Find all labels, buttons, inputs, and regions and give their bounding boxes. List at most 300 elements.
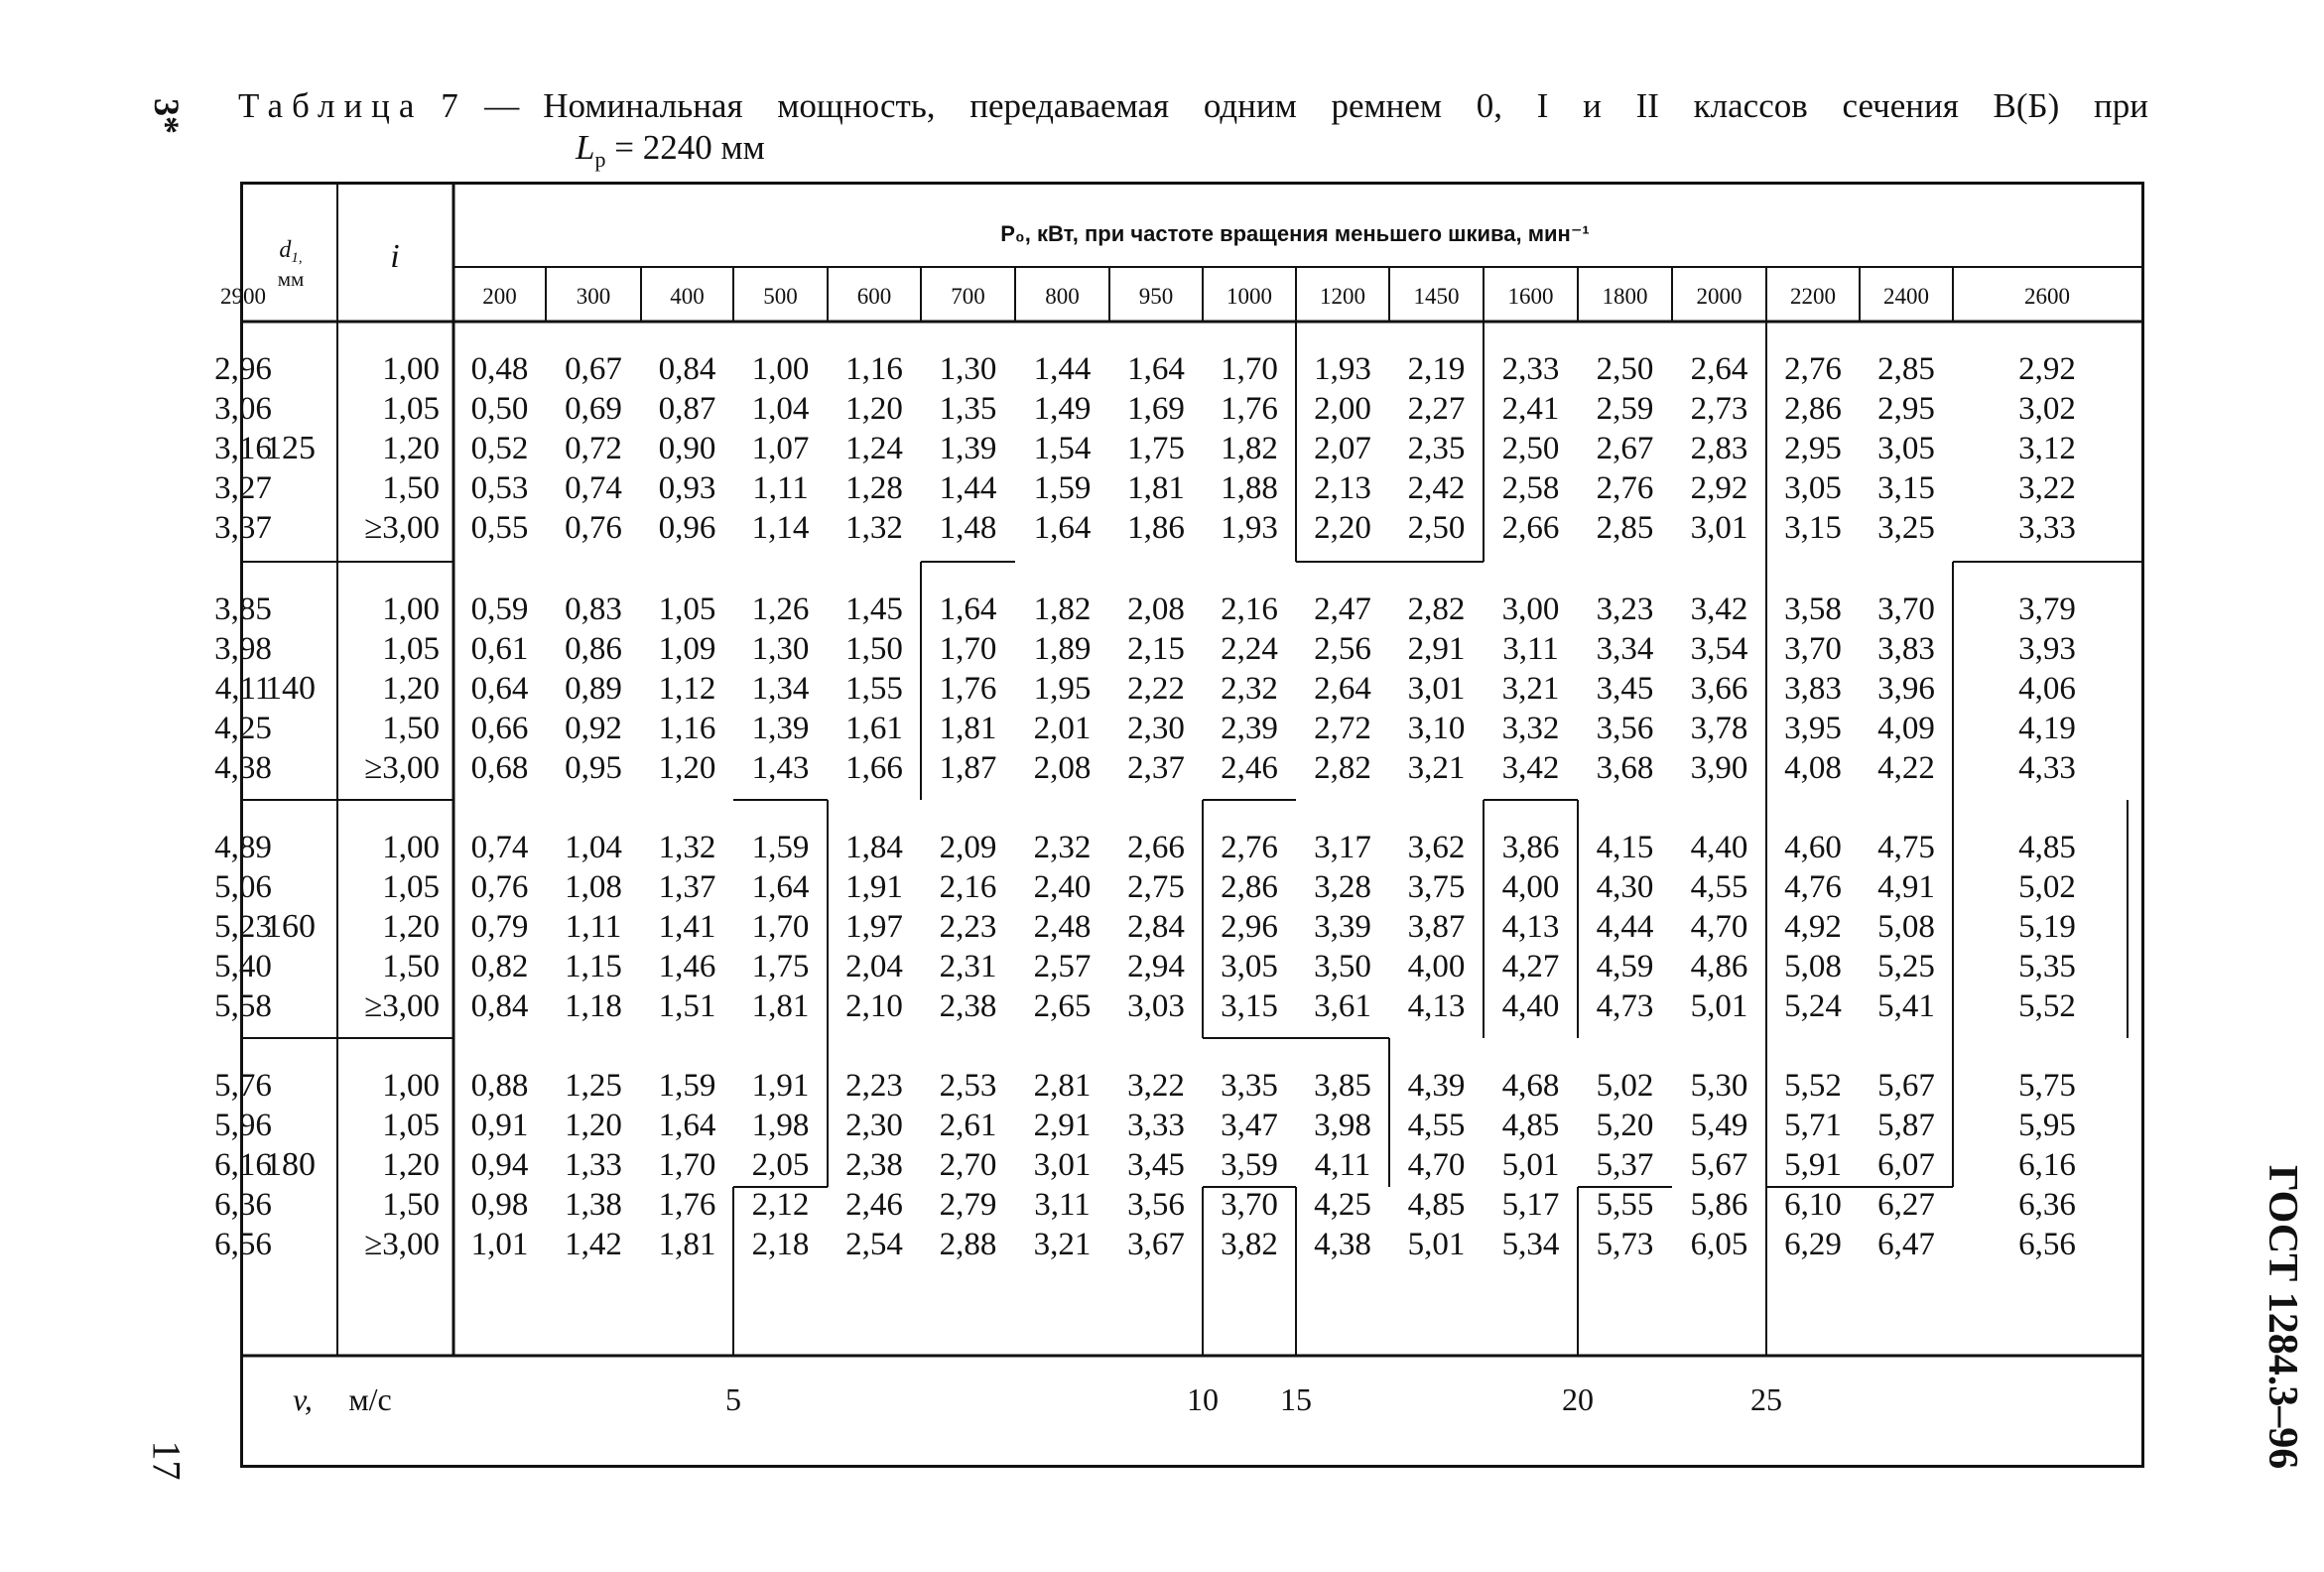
lp-symbol: L [576, 128, 595, 167]
power-value: 1,75 [751, 949, 810, 984]
power-value: 3,79 [2018, 591, 2076, 627]
power-value: 2,66 [1501, 510, 1560, 546]
power-value: 5,37 [1596, 1147, 1654, 1183]
power-value: 4,91 [1877, 869, 1935, 905]
power-value: 1,75 [1127, 431, 1185, 466]
power-value: 5,86 [1690, 1187, 1748, 1223]
power-value: 3,93 [2018, 631, 2076, 667]
power-value: 2,42 [1407, 470, 1466, 506]
power-value: 6,10 [1784, 1187, 1842, 1223]
power-value: 6,36 [2018, 1187, 2076, 1223]
ratio-value: 1,00 [382, 591, 440, 627]
power-value: 2,23 [845, 1068, 903, 1104]
power-value: 0,79 [470, 909, 529, 945]
power-value: 2,75 [1127, 869, 1185, 905]
power-value: 2,19 [1407, 351, 1466, 387]
power-value: 6,56 [2018, 1227, 2076, 1262]
power-value: 3,58 [1784, 591, 1842, 627]
power-value: 4,55 [1690, 869, 1748, 905]
power-value: 0,48 [470, 351, 529, 387]
power-value: 1,20 [845, 391, 903, 427]
power-value: 2,18 [751, 1227, 810, 1262]
power-value: 2,65 [1033, 988, 1092, 1024]
power-value: 4,89 [214, 830, 272, 865]
power-value: 1,81 [1127, 470, 1185, 506]
power-value: 1,48 [939, 510, 997, 546]
table-caption [238, 85, 2148, 181]
power-value: 6,07 [1877, 1147, 1935, 1183]
power-value: 4,19 [2018, 711, 2076, 746]
power-value: 1,32 [845, 510, 903, 546]
power-value: 2,27 [1407, 391, 1466, 427]
power-value: 1,98 [751, 1108, 810, 1143]
ratio-value: 1,50 [382, 470, 440, 506]
speed-header-2600: 2600 [2024, 284, 2070, 309]
power-value: 2,95 [1877, 391, 1935, 427]
power-value: 0,93 [658, 470, 716, 506]
power-value: 4,27 [1501, 949, 1560, 984]
power-value: 5,25 [1877, 949, 1935, 984]
power-value: 3,56 [1127, 1187, 1185, 1223]
power-value: 0,76 [565, 510, 622, 546]
power-value: 1,59 [1033, 470, 1092, 506]
ratio-value: ≥3,00 [364, 1227, 440, 1262]
power-value: 1,16 [845, 351, 903, 387]
ratio-value: 1,20 [382, 431, 440, 466]
power-value: 1,59 [751, 830, 810, 865]
power-value: 1,59 [658, 1068, 716, 1104]
power-value: 1,64 [751, 869, 810, 905]
power-value: 2,50 [1501, 431, 1560, 466]
power-value: 3,35 [1221, 1068, 1278, 1104]
power-value: 3,83 [1784, 671, 1842, 707]
power-value: 3,45 [1127, 1147, 1185, 1183]
power-value: 1,04 [565, 830, 622, 865]
power-value: 2,92 [1690, 470, 1748, 506]
power-value: 5,30 [1690, 1068, 1748, 1104]
power-value: 2,47 [1314, 591, 1371, 627]
power-value: 1,35 [939, 391, 997, 427]
power-value: 6,47 [1877, 1227, 1935, 1262]
power-value: 4,70 [1407, 1147, 1466, 1183]
power-value: 0,69 [565, 391, 622, 427]
power-value: 5,08 [1877, 909, 1935, 945]
power-value: 0,66 [470, 711, 529, 746]
power-value: 3,16 [214, 431, 272, 466]
power-value: 2,95 [1784, 431, 1842, 466]
power-value: 5,17 [1501, 1187, 1560, 1223]
power-value: 5,96 [214, 1108, 272, 1143]
caption-label: Таблица 7 [238, 86, 467, 125]
power-value: 4,40 [1690, 830, 1748, 865]
power-value: 4,25 [1314, 1187, 1371, 1223]
power-value: 1,00 [751, 351, 810, 387]
power-value: 4,09 [1877, 711, 1935, 746]
power-value: 3,15 [1784, 510, 1842, 546]
power-value: 3,06 [214, 391, 272, 427]
power-value: 4,44 [1596, 909, 1654, 945]
power-value: 1,16 [658, 711, 716, 746]
power-value: 3,98 [214, 631, 272, 667]
power-value: 4,85 [1501, 1108, 1560, 1143]
velocity-mark-15: 15 [1280, 1381, 1312, 1417]
power-value: 3,85 [1314, 1068, 1371, 1104]
power-value: 2,16 [1221, 591, 1278, 627]
power-value: 2,76 [1596, 470, 1654, 506]
power-value: 3,62 [1407, 830, 1466, 865]
power-value: 2,96 [214, 351, 272, 387]
velocity-mark-5: 5 [725, 1381, 741, 1417]
power-value: 3,78 [1690, 711, 1748, 746]
power-value: 2,22 [1127, 671, 1185, 707]
power-value: 1,95 [1033, 671, 1092, 707]
power-value: 1,28 [845, 470, 903, 506]
power-table-grid [214, 185, 2141, 1465]
power-value: 5,20 [1596, 1108, 1654, 1143]
power-value: 3,11 [1034, 1187, 1091, 1223]
power-value: 3,17 [1314, 830, 1371, 865]
power-value: 4,75 [1877, 830, 1935, 865]
power-value: 5,23 [214, 909, 272, 945]
lp-subscript: p [594, 147, 606, 172]
power-value: 2,38 [845, 1147, 903, 1183]
speed-header-800: 800 [1045, 284, 1080, 309]
power-value: 4,30 [1596, 869, 1654, 905]
power-value: 3,47 [1221, 1108, 1278, 1143]
power-value: 6,29 [1784, 1227, 1842, 1262]
power-value: 2,76 [1784, 351, 1842, 387]
power-value: 2,85 [1596, 510, 1654, 546]
power-value: 2,79 [939, 1187, 997, 1223]
power-value: 2,92 [2018, 351, 2076, 387]
power-value: 4,38 [1314, 1227, 1371, 1262]
power-value: 1,46 [658, 949, 716, 984]
power-value: 3,56 [1596, 711, 1654, 746]
power-value: 2,66 [1127, 830, 1185, 865]
power-value: 0,64 [470, 671, 529, 707]
power-value: 1,08 [565, 869, 622, 905]
power-value: 1,91 [751, 1068, 810, 1104]
caption-text: Номинальная мощность, передаваемая одним ремнем 0, I и II классов сечения В(Б) при [543, 86, 2148, 125]
power-value: 3,98 [1314, 1108, 1371, 1143]
power-value: 1,64 [1127, 351, 1185, 387]
power-value: 5,71 [1784, 1108, 1842, 1143]
power-value: 2,30 [1127, 711, 1185, 746]
power-value: 5,35 [2018, 949, 2076, 984]
power-value: 5,40 [214, 949, 272, 984]
power-value: 1,81 [939, 711, 997, 746]
power-value: 3,50 [1314, 949, 1371, 984]
power-value: 0,89 [565, 671, 622, 707]
power-value: 0,68 [470, 750, 529, 786]
power-value: 0,74 [470, 830, 529, 865]
power-value: 2,09 [939, 830, 997, 865]
power-value: 2,61 [939, 1108, 997, 1143]
power-value: 1,20 [658, 750, 716, 786]
ratio-value: 1,50 [382, 711, 440, 746]
power-value: 3,67 [1127, 1227, 1185, 1262]
power-value: 0,52 [470, 431, 529, 466]
caption-length [238, 127, 2148, 181]
speed-header-400: 400 [670, 284, 705, 309]
power-value: 1,87 [939, 750, 997, 786]
power-value: 4,73 [1596, 988, 1654, 1024]
power-value: 1,49 [1033, 391, 1092, 427]
power-value: 2,24 [1221, 631, 1278, 667]
power-value: 2,39 [1221, 711, 1278, 746]
power-value: 1,54 [1033, 431, 1092, 466]
d1-value-160: 160 [265, 908, 316, 945]
power-value: 0,96 [658, 510, 716, 546]
power-value: 2,91 [1033, 1108, 1092, 1143]
power-value: 0,72 [565, 431, 622, 466]
power-value: 1,30 [751, 631, 810, 667]
power-value: 1,34 [751, 671, 810, 707]
power-value: 3,01 [1407, 671, 1466, 707]
ratio-value: 1,00 [382, 830, 440, 865]
speed-header-2200: 2200 [1790, 284, 1836, 309]
power-value: 3,21 [1501, 671, 1560, 707]
power-value: 4,40 [1501, 988, 1560, 1024]
ratio-value: ≥3,00 [364, 988, 440, 1024]
power-value: 3,82 [1221, 1227, 1278, 1262]
power-value: 1,05 [658, 591, 716, 627]
power-value: 1,81 [658, 1227, 716, 1262]
power-value: 2,38 [939, 988, 997, 1024]
ratio-value: 1,50 [382, 1187, 440, 1223]
power-value: 3,23 [1596, 591, 1654, 627]
power-value: 1,39 [751, 711, 810, 746]
power-value: 5,95 [2018, 1108, 2076, 1143]
power-value: 1,88 [1221, 470, 1278, 506]
power-value: 0,94 [470, 1147, 529, 1183]
power-value: 4,11 [214, 671, 272, 707]
power-header-title: P₀, кВт, при частоте вращения меньшего шкива, мин⁻¹ [1000, 221, 1590, 246]
power-value: 1,51 [658, 988, 716, 1024]
power-value: 0,95 [565, 750, 622, 786]
power-value: 1,44 [1033, 351, 1092, 387]
power-value: 3,33 [1127, 1108, 1185, 1143]
document-code: ГОСТ 1284.3–96 [2259, 1165, 2305, 1470]
power-value: 4,68 [1501, 1068, 1560, 1104]
power-value: 3,15 [1221, 988, 1278, 1024]
power-value: 4,15 [1596, 830, 1654, 865]
power-value: 5,24 [1784, 988, 1842, 1024]
power-value: 2,00 [1314, 391, 1371, 427]
power-value: 3,00 [1501, 591, 1560, 627]
power-value: 2,10 [845, 988, 903, 1024]
power-value: 1,55 [845, 671, 903, 707]
power-value: 5,34 [1501, 1227, 1560, 1262]
power-value: 0,88 [470, 1068, 529, 1104]
power-value: 3,05 [1221, 949, 1278, 984]
power-value: 3,61 [1314, 988, 1371, 1024]
power-value: 1,76 [939, 671, 997, 707]
power-value: 3,22 [1127, 1068, 1185, 1104]
power-value: 4,00 [1407, 949, 1466, 984]
power-value: 5,02 [2018, 869, 2076, 905]
power-value: 2,46 [845, 1187, 903, 1223]
power-value: 2,32 [1221, 671, 1278, 707]
power-value: 0,53 [470, 470, 529, 506]
speed-header-1800: 1800 [1602, 284, 1648, 309]
power-value: 3,32 [1501, 711, 1560, 746]
power-value: 0,83 [565, 591, 622, 627]
power-value: 1,66 [845, 750, 903, 786]
power-value: 2,56 [1314, 631, 1371, 667]
power-value: 1,07 [751, 431, 810, 466]
power-value: 3,70 [1784, 631, 1842, 667]
power-value: 0,84 [470, 988, 529, 1024]
power-value: 1,11 [752, 470, 809, 506]
power-value: 2,53 [939, 1068, 997, 1104]
power-value: 1,44 [939, 470, 997, 506]
power-value: 3,10 [1407, 711, 1466, 746]
power-value: 4,86 [1690, 949, 1748, 984]
d1-unit: мм [277, 267, 305, 291]
power-value: 0,55 [470, 510, 529, 546]
power-value: 2,16 [939, 869, 997, 905]
power-value: 2,37 [1127, 750, 1185, 786]
velocity-mark-25: 25 [1750, 1381, 1782, 1417]
power-value: 1,42 [565, 1227, 622, 1262]
power-value: 1,43 [751, 750, 810, 786]
power-value: 3,15 [1877, 470, 1935, 506]
power-value: 0,90 [658, 431, 716, 466]
power-value: 5,52 [1784, 1068, 1842, 1104]
power-value: 3,66 [1690, 671, 1748, 707]
d1-value-125: 125 [265, 430, 316, 466]
power-value: 0,74 [565, 470, 622, 506]
power-value: 1,41 [658, 909, 716, 945]
power-value: 3,21 [1407, 750, 1466, 786]
speed-header-1600: 1600 [1507, 284, 1554, 309]
power-value: 2,84 [1127, 909, 1185, 945]
power-value: 1,70 [658, 1147, 716, 1183]
power-value: 5,49 [1690, 1108, 1748, 1143]
power-value: 4,25 [214, 711, 272, 746]
power-value: 4,92 [1784, 909, 1842, 945]
speed-header-700: 700 [951, 284, 985, 309]
power-value: 1,97 [845, 909, 903, 945]
power-value: 4,22 [1877, 750, 1935, 786]
speed-header-1200: 1200 [1320, 284, 1365, 309]
speed-header-2000: 2000 [1696, 284, 1743, 309]
power-value: 5,87 [1877, 1108, 1935, 1143]
power-value: 3,70 [1221, 1187, 1278, 1223]
power-value: 2,83 [1690, 431, 1748, 466]
power-value: 2,59 [1596, 391, 1654, 427]
power-value: 1,70 [1221, 351, 1278, 387]
power-value: 1,18 [565, 988, 622, 1024]
power-value: 1,45 [845, 591, 903, 627]
power-value: 5,52 [2018, 988, 2076, 1024]
power-value: 3,42 [1501, 750, 1560, 786]
page-number: 17 [144, 1440, 190, 1481]
ratio-value: 1,20 [382, 1147, 440, 1183]
power-value: 2,86 [1221, 869, 1278, 905]
power-value: 3,01 [1690, 510, 1748, 546]
ratio-value: 1,00 [382, 351, 440, 387]
power-value: 5,41 [1877, 988, 1935, 1024]
power-value: 0,84 [658, 351, 716, 387]
power-value: 1,15 [565, 949, 622, 984]
power-value: 1,38 [565, 1187, 622, 1223]
power-value: 5,73 [1596, 1227, 1654, 1262]
speed-header-500: 500 [763, 284, 798, 309]
velocity-label-symbol: v, [293, 1381, 313, 1417]
power-value: 4,59 [1596, 949, 1654, 984]
power-value: 1,70 [939, 631, 997, 667]
power-value: 4,06 [2018, 671, 2076, 707]
power-value: 2,31 [939, 949, 997, 984]
power-value: 2,96 [1221, 909, 1278, 945]
power-value: 4,38 [214, 750, 272, 786]
power-value: 2,40 [1033, 869, 1092, 905]
velocity-mark-10: 10 [1187, 1381, 1219, 1417]
power-value: 3,83 [1877, 631, 1935, 667]
power-value: 1,50 [845, 631, 903, 667]
power-value: 3,95 [1784, 711, 1842, 746]
power-value: 3,05 [1784, 470, 1842, 506]
d1-value-140: 140 [265, 670, 316, 707]
power-value: 4,60 [1784, 830, 1842, 865]
power-value: 3,28 [1314, 869, 1371, 905]
power-value: 3,37 [214, 510, 272, 546]
caption-dash: — [484, 86, 520, 125]
power-value: 3,22 [2018, 470, 2076, 506]
power-value: 0,87 [658, 391, 716, 427]
power-value: 2,88 [939, 1227, 997, 1262]
power-value: 3,45 [1596, 671, 1654, 707]
ratio-value: 1,00 [382, 1068, 440, 1104]
power-value: 4,70 [1690, 909, 1748, 945]
power-value: 1,82 [1033, 591, 1092, 627]
power-value: 2,81 [1033, 1068, 1092, 1104]
power-value: 1,86 [1127, 510, 1185, 546]
ratio-value: 1,50 [382, 949, 440, 984]
power-value: 1,14 [751, 510, 810, 546]
power-value: 4,76 [1784, 869, 1842, 905]
power-value: 1,84 [845, 830, 903, 865]
power-value: 2,72 [1314, 711, 1371, 746]
power-value: 2,70 [939, 1147, 997, 1183]
power-value: 3,01 [1033, 1147, 1092, 1183]
power-value: 3,02 [2018, 391, 2076, 427]
power-value: 2,33 [1501, 351, 1560, 387]
power-value: 2,30 [845, 1108, 903, 1143]
ratio-value: 1,05 [382, 1108, 440, 1143]
power-value: 2,46 [1221, 750, 1278, 786]
power-value: 1,32 [658, 830, 716, 865]
power-value: 1,25 [565, 1068, 622, 1104]
power-value: 2,04 [845, 949, 903, 984]
power-value: 1,93 [1221, 510, 1278, 546]
power-value: 5,76 [214, 1068, 272, 1104]
power-value: 2,32 [1033, 830, 1092, 865]
speed-header-200: 200 [482, 284, 517, 309]
power-value: 1,30 [939, 351, 997, 387]
power-value: 1,64 [658, 1108, 716, 1143]
power-value: 3,05 [1877, 431, 1935, 466]
power-value: 2,15 [1127, 631, 1185, 667]
power-value: 2,07 [1314, 431, 1371, 466]
power-value: 4,55 [1407, 1108, 1466, 1143]
power-value: 5,19 [2018, 909, 2076, 945]
power-value: 1,81 [751, 988, 810, 1024]
power-value: 4,85 [2018, 830, 2076, 865]
power-value: 1,64 [939, 591, 997, 627]
